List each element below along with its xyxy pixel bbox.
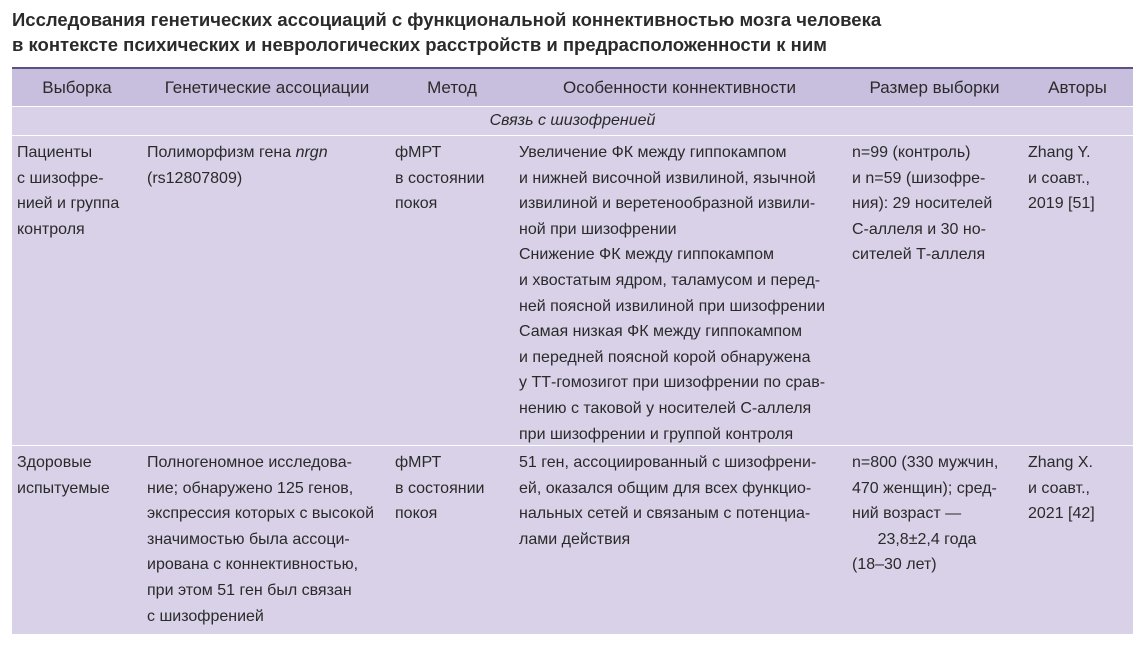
cell-genetic — [147, 140, 392, 191]
cell-line: ния): 29 носителей — [852, 195, 993, 213]
cell-line: покоя — [395, 505, 438, 523]
cell-line: фМРТ — [395, 144, 442, 161]
cell-sample — [17, 450, 142, 501]
cell-line: и соавт., — [1028, 479, 1090, 497]
cell-method — [395, 140, 505, 217]
cell-line: (18–30 лет) — [852, 556, 937, 574]
cell-line: покоя — [395, 195, 438, 213]
cell-line: ирована с коннективностью, — [147, 556, 359, 574]
cell-size — [852, 140, 1022, 268]
gene-prefix: Полиморфизм гена — [147, 144, 296, 161]
cell-line: у ТТ-гомозигот при шизофрении по срав- — [519, 374, 826, 392]
table-title-line-1: Исследования генетических ассоциаций с функциональной коннективностью мозга человека — [12, 9, 882, 30]
table-title — [12, 7, 1137, 57]
cell-authors — [1028, 140, 1128, 217]
cell-line: при шизофрении и группой контроля — [519, 425, 794, 443]
cell-size — [852, 450, 1022, 578]
cell-line: извилиной и веретенообразной извили- — [519, 195, 816, 213]
cell-line — [147, 140, 392, 166]
cell-line: экспрессия которых с высокой — [147, 505, 375, 523]
section-heading: Связь с шизофренией — [12, 107, 1133, 136]
cell-line: фМРТ — [395, 454, 442, 471]
header-authors: Авторы — [1048, 78, 1107, 97]
data-table — [12, 67, 1133, 634]
cell-sample — [17, 140, 142, 242]
header-connectivity: Особенности коннективности — [563, 78, 796, 97]
cell-line: Zhang X. — [1028, 454, 1093, 471]
header-size: Размер выборки — [869, 78, 1000, 97]
cell-line: при этом 51 ген был связан — [147, 581, 352, 599]
cell-connectivity — [519, 140, 844, 447]
cell-line: n=99 (контроль) — [852, 144, 971, 161]
cell-genetic — [147, 450, 392, 629]
cell-authors — [1028, 450, 1128, 527]
cell-line: Полногеномное исследова- — [147, 454, 352, 471]
header-sample: Выборка — [42, 78, 112, 97]
cell-line: ние; обнаружено 125 генов, — [147, 479, 354, 497]
cell-line: лами действия — [519, 530, 631, 548]
cell-line: нией и группа — [17, 195, 120, 213]
cell-line: ей, оказался общим для всех функцио- — [519, 479, 812, 497]
cell-line: испытуемые — [17, 479, 110, 497]
table-title-line-2: в контексте психических и неврологических расстройств и предрасположенности к ним — [12, 34, 827, 55]
cell-line: Самая низкая ФК между гиппокампом — [519, 323, 803, 341]
cell-line: и хвостатым ядром, таламусом и перед- — [519, 271, 821, 289]
cell-line: Увеличение ФК между гиппокампом — [519, 144, 787, 161]
cell-line: ной при шизофрении — [519, 220, 677, 238]
cell-line: нальных сетей и связаным с потенциа- — [519, 505, 811, 523]
cell-line: Снижение ФК между гиппокампом — [519, 246, 774, 264]
cell-line: ней поясной извилиной при шизофрении — [519, 297, 826, 315]
cell-line: сителей Т-аллеля — [852, 246, 986, 264]
cell-line: и соавт., — [1028, 169, 1090, 187]
cell-line: Пациенты — [17, 144, 93, 161]
cell-line: контроля — [17, 220, 85, 238]
cell-line: Здоровые — [17, 454, 92, 471]
table-row — [12, 136, 1133, 446]
cell-line: с шизофренией — [147, 607, 264, 625]
cell-line: и передней поясной корой обнаружена — [519, 348, 811, 366]
cell-line: в состоянии — [395, 169, 485, 187]
cell-line: 2021 [42] — [1028, 505, 1095, 523]
cell-line: значимостью была ассоци- — [147, 530, 350, 548]
table-row — [12, 446, 1133, 634]
gene-name: nrgn — [295, 144, 328, 161]
cell-line: 23,8±2,4 года — [877, 530, 977, 548]
cell-line: n=800 (330 мужчин, — [852, 454, 999, 471]
cell-line: 51 ген, ассоциированный с шизофрени- — [519, 454, 817, 471]
header-genetic: Генетические ассоциации — [164, 78, 370, 97]
table-header-row — [12, 69, 1133, 107]
cell-line: и нижней височной извилиной, язычной — [519, 169, 816, 187]
cell-line: (rs12807809) — [147, 169, 243, 187]
cell-line: С-аллеля и 30 но- — [852, 220, 986, 238]
cell-line: и n=59 (шизофре- — [852, 169, 986, 187]
header-method: Метод — [427, 78, 477, 97]
cell-line: в состоянии — [395, 479, 485, 497]
cell-method — [395, 450, 505, 527]
cell-line: 2019 [51] — [1028, 195, 1095, 213]
cell-connectivity — [519, 450, 844, 552]
cell-line: нению с таковой у носителей С-аллеля — [519, 399, 812, 417]
cell-line: с шизофре- — [17, 169, 104, 187]
cell-line: Zhang Y. — [1028, 144, 1091, 161]
cell-line: ний возраст — — [852, 505, 962, 523]
cell-line: 470 женщин); сред- — [852, 479, 997, 497]
